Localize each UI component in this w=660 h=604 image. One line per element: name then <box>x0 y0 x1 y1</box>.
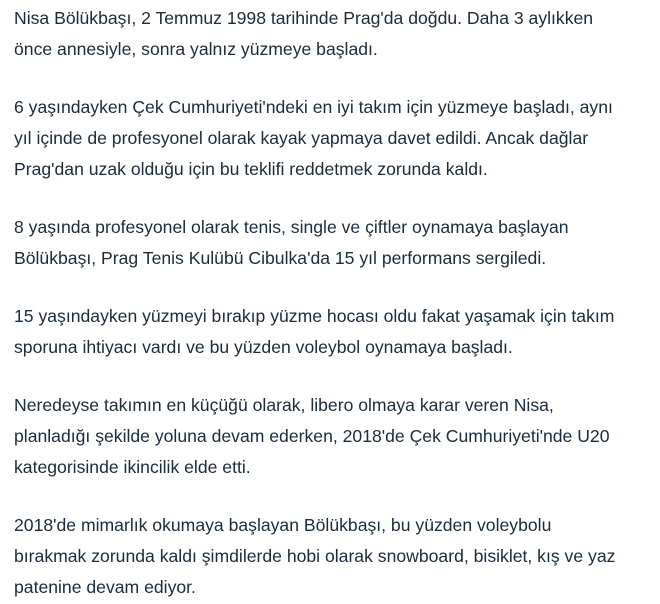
paragraph-3 <box>14 212 660 274</box>
paragraph-line: patenine devam ediyor. <box>14 577 196 597</box>
paragraph-line: 8 yaşında profesyonel olarak tenis, single ve çiftler oynamaya başlayan <box>14 217 569 237</box>
paragraph-2 <box>14 92 660 185</box>
paragraph-line: planladığı şekilde yoluna devam ederken, 2018'de Çek Cumhuriyeti'nde U20 <box>14 426 610 446</box>
paragraph-1 <box>14 3 660 65</box>
paragraph-line: 15 yaşındayken yüzmeyi bırakıp yüzme hocası oldu fakat yaşamak için takım <box>14 306 615 326</box>
paragraph-line: önce annesiyle, sonra yalnız yüzmeye başladı. <box>14 39 378 59</box>
paragraph-6 <box>14 510 660 603</box>
paragraph-line: Neredeyse takımın en küçüğü olarak, libero olmaya karar veren Nisa, <box>14 395 554 415</box>
paragraph-line: 6 yaşındayken Çek Cumhuriyeti'ndeki en iyi takım için yüzmeye başladı, aynı <box>14 97 613 117</box>
paragraph-line: Nisa Bölükbaşı, 2 Temmuz 1998 tarihinde Prag'da doğdu. Daha 3 aylıkken <box>14 8 594 28</box>
paragraph-4 <box>14 301 660 363</box>
paragraph-line: bırakmak zorunda kaldı şimdilerde hobi olarak snowboard, bisiklet, kış ve yaz <box>14 546 616 566</box>
paragraph-line: 2018'de mimarlık okumaya başlayan Bölükbaşı, bu yüzden voleybolu <box>14 515 552 535</box>
paragraph-5 <box>14 390 660 483</box>
paragraph-line: yıl içinde de profesyonel olarak kayak yapmaya davet edildi. Ancak dağlar <box>14 128 589 148</box>
paragraph-line: kategorisinde ikincilik elde etti. <box>14 457 251 477</box>
paragraph-line: Prag'dan uzak olduğu için bu teklifi reddetmek zorunda kaldı. <box>14 159 488 179</box>
paragraph-line: Bölükbaşı, Prag Tenis Kulübü Cibulka'da 15 yıl performans sergiledi. <box>14 248 547 268</box>
paragraph-line: sporuna ihtiyacı vardı ve bu yüzden voleybol oynamaya başladı. <box>14 337 513 357</box>
